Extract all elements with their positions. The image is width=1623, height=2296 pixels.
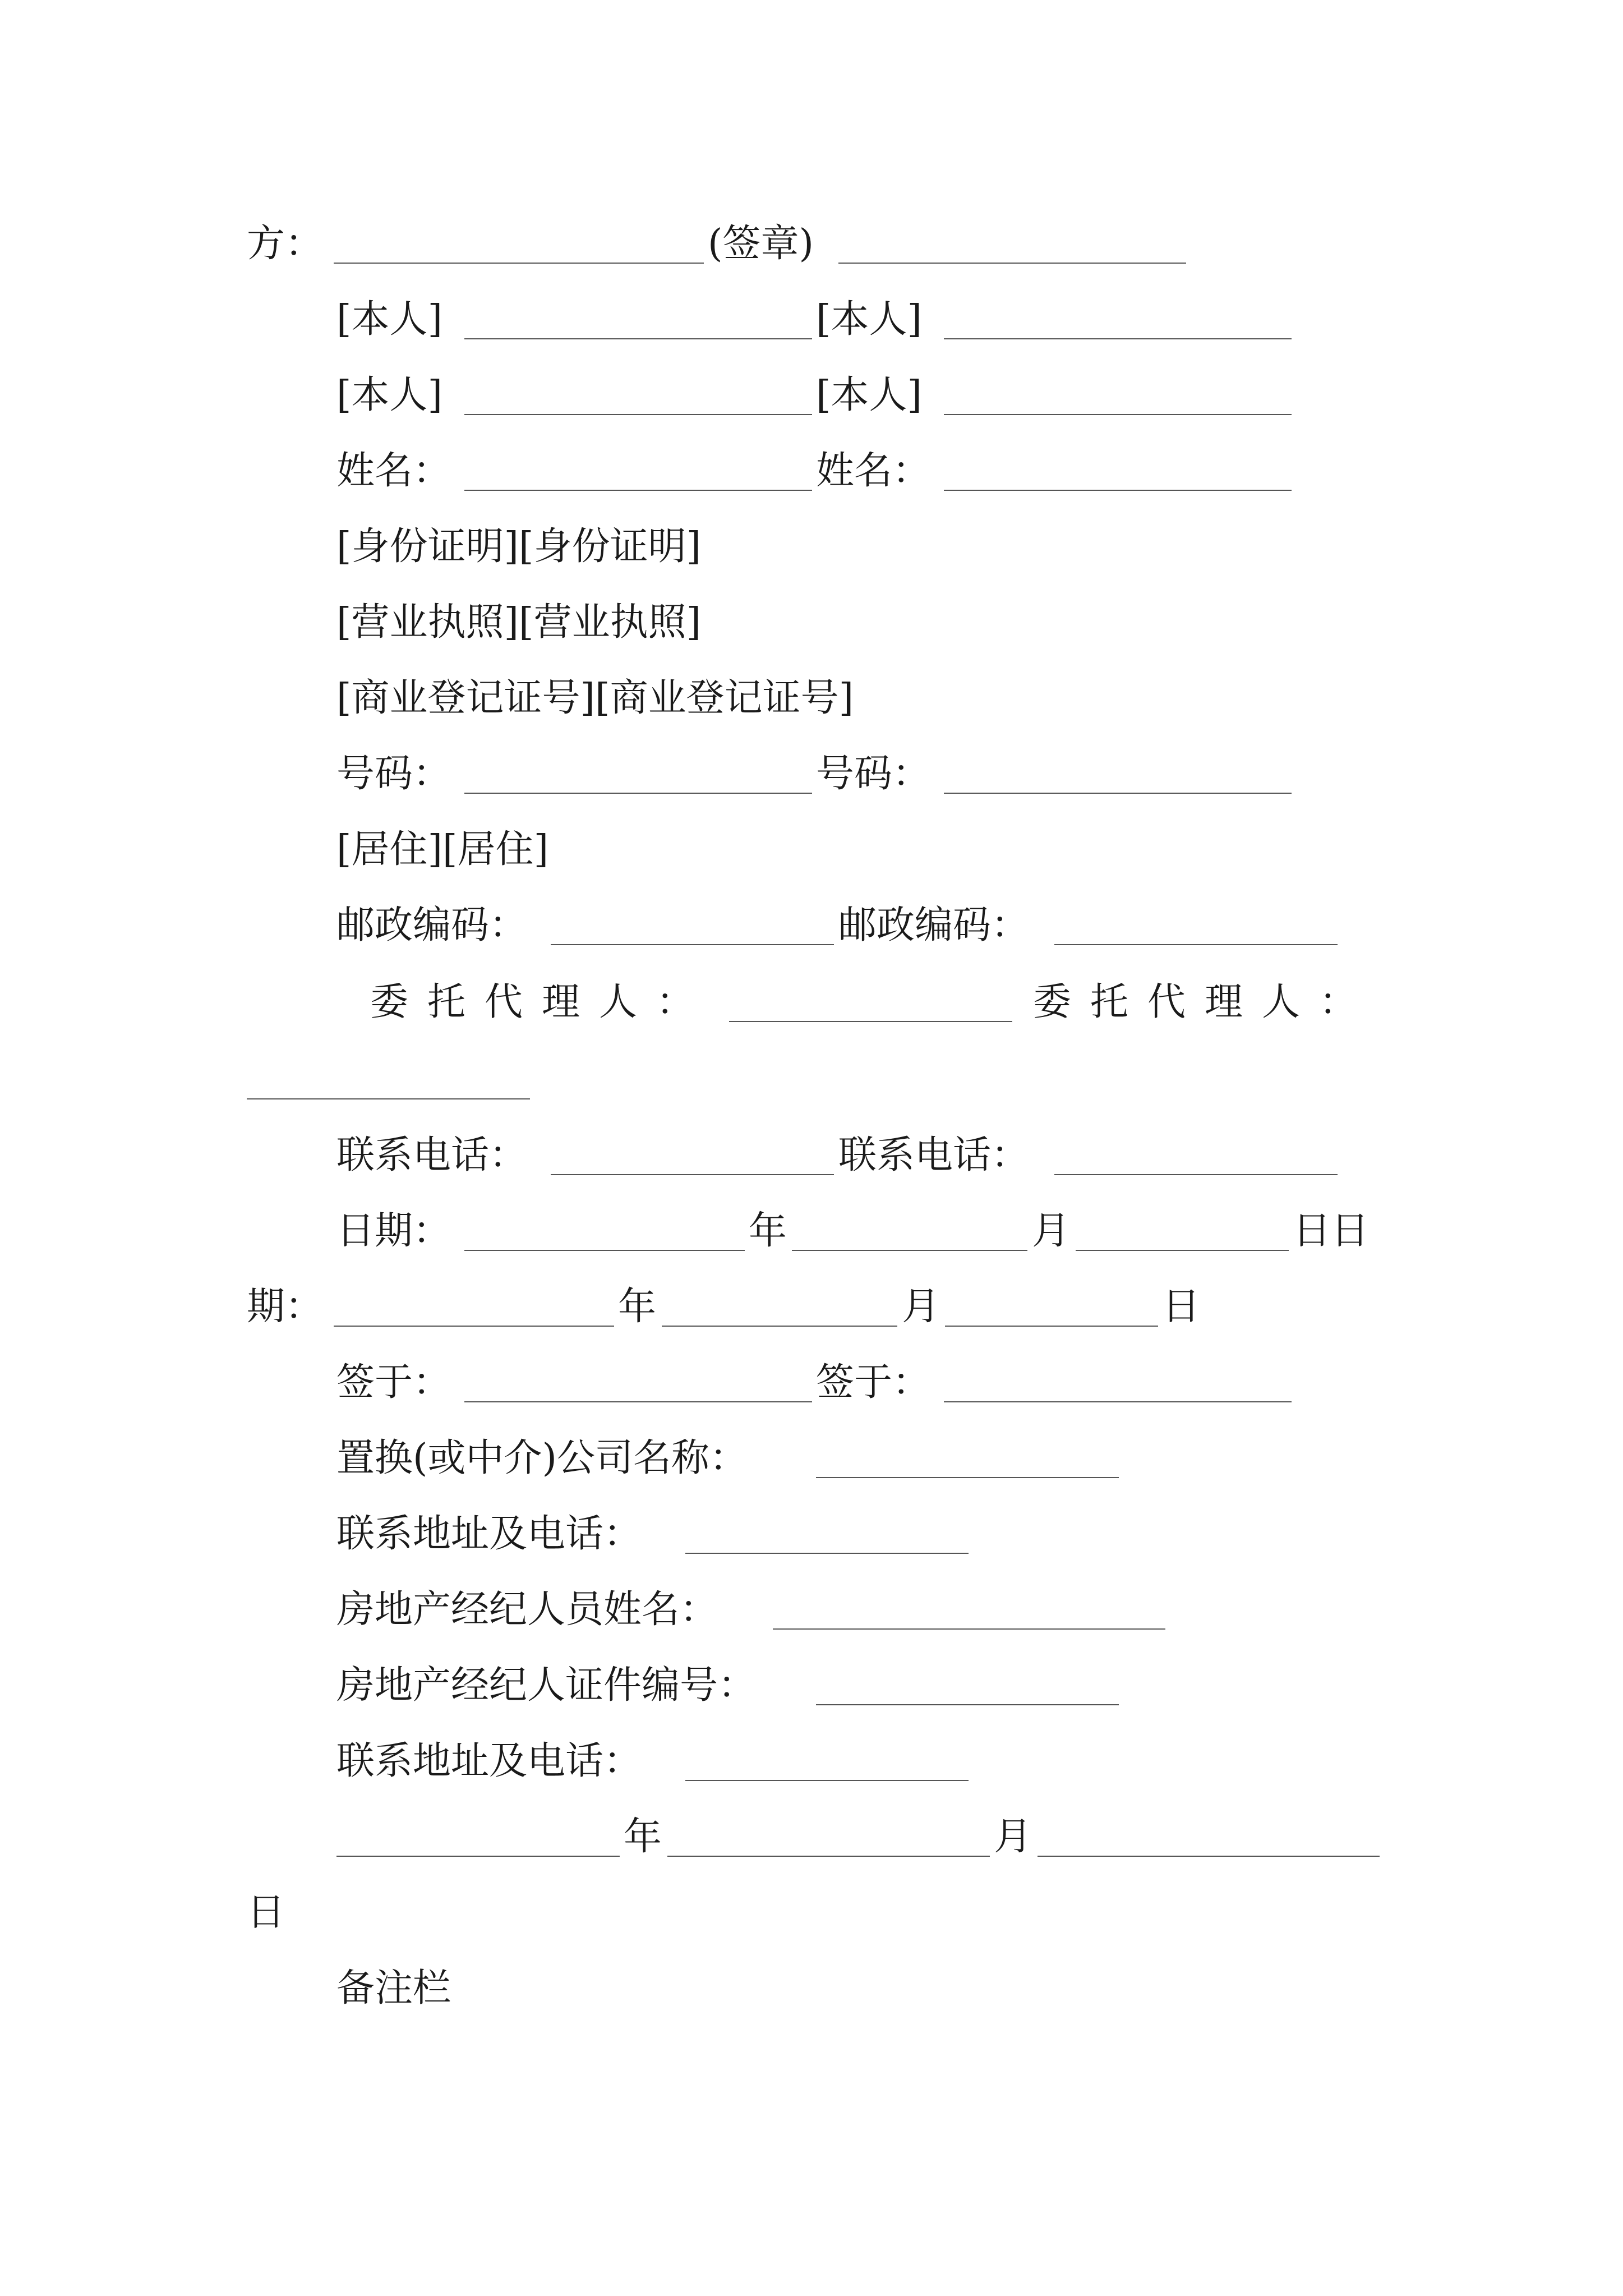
date-label-cont: 期：	[247, 1285, 324, 1329]
day-blank[interactable]	[1076, 1250, 1289, 1251]
signed-at-blank-left[interactable]	[464, 1401, 812, 1402]
final-year-blank[interactable]	[336, 1856, 620, 1857]
address-phone-label: 联系地址及电话：	[336, 1739, 642, 1783]
name-label-left: 姓名：	[336, 449, 451, 493]
day-blank[interactable]	[945, 1326, 1158, 1327]
signature-blank[interactable]	[334, 263, 704, 264]
postal-code-blank-left[interactable]	[551, 944, 834, 945]
name-blank-right[interactable]	[944, 490, 1292, 491]
self-label-left: [本人]	[336, 373, 443, 417]
postal-code-label-right: 邮政编码：	[838, 903, 1030, 947]
remarks-label: 备注栏	[336, 1966, 451, 2010]
day-label: 日	[1162, 1285, 1201, 1329]
party-label: 方：	[247, 222, 324, 266]
year-label: 年	[618, 1285, 657, 1329]
year-blank[interactable]	[464, 1250, 745, 1251]
address-phone-label: 联系地址及电话：	[336, 1512, 642, 1556]
self-label-right: [本人]	[816, 297, 923, 342]
phone-label-left: 联系电话：	[336, 1133, 528, 1177]
seal-blank[interactable]	[838, 263, 1186, 264]
number-label-right: 号码：	[816, 752, 931, 796]
broker-cert-label: 房地产经纪人证件编号：	[336, 1663, 757, 1708]
agency-name-blank[interactable]	[816, 1477, 1119, 1478]
address-phone-blank[interactable]	[685, 1780, 969, 1781]
phone-blank-left[interactable]	[551, 1174, 834, 1175]
month-label: 月	[1032, 1209, 1071, 1253]
phone-label-right: 联系电话：	[838, 1133, 1030, 1177]
signed-at-blank-right[interactable]	[944, 1401, 1292, 1402]
number-label-left: 号码：	[336, 752, 451, 796]
agent-label-right: 委托代理人：	[1033, 980, 1377, 1024]
year-blank[interactable]	[334, 1326, 614, 1327]
final-month-label: 月	[994, 1815, 1032, 1859]
registration-no-text: [商业登记证号][商业登记证号]	[336, 676, 854, 720]
day-label: 日日	[1293, 1209, 1370, 1253]
business-license-text: [营业执照][营业执照]	[336, 600, 702, 645]
self-blank-left[interactable]	[464, 338, 812, 339]
id-proof-text: [身份证明][身份证明]	[336, 524, 702, 569]
agency-name-label: 置换(或中介)公司名称：	[336, 1436, 748, 1480]
final-year-label: 年	[624, 1815, 662, 1859]
month-blank[interactable]	[792, 1250, 1027, 1251]
self-blank-right[interactable]	[944, 338, 1292, 339]
phone-blank-right[interactable]	[1054, 1174, 1338, 1175]
date-label: 日期：	[336, 1209, 451, 1253]
broker-name-label: 房地产经纪人员姓名：	[336, 1588, 718, 1632]
name-label-right: 姓名：	[816, 449, 931, 493]
self-blank-right[interactable]	[944, 414, 1292, 415]
signed-at-label-right: 签于：	[816, 1360, 931, 1405]
number-blank-right[interactable]	[944, 793, 1292, 794]
month-label: 月	[902, 1285, 940, 1329]
agent-label-left: 委托代理人：	[370, 980, 714, 1024]
seal-label: (签章)	[708, 222, 814, 266]
month-blank[interactable]	[662, 1326, 897, 1327]
self-blank-left[interactable]	[464, 414, 812, 415]
final-month-blank[interactable]	[667, 1856, 990, 1857]
number-blank-left[interactable]	[464, 793, 812, 794]
year-label: 年	[749, 1209, 787, 1253]
name-blank-left[interactable]	[464, 490, 812, 491]
address-phone-blank[interactable]	[685, 1553, 969, 1554]
broker-cert-blank[interactable]	[816, 1704, 1119, 1705]
final-day-blank[interactable]	[1038, 1856, 1380, 1857]
residence-text: [居住][居住]	[336, 827, 549, 872]
self-label-left: [本人]	[336, 297, 443, 342]
agent-blank-left[interactable]	[729, 1021, 1012, 1022]
postal-code-label-left: 邮政编码：	[336, 903, 528, 947]
final-day-label: 日	[247, 1890, 285, 1935]
self-label-right: [本人]	[816, 373, 923, 417]
broker-name-blank[interactable]	[773, 1628, 1165, 1630]
signed-at-label-left: 签于：	[336, 1360, 451, 1405]
postal-code-blank-right[interactable]	[1054, 944, 1338, 945]
agent-blank-right[interactable]	[247, 1098, 530, 1099]
